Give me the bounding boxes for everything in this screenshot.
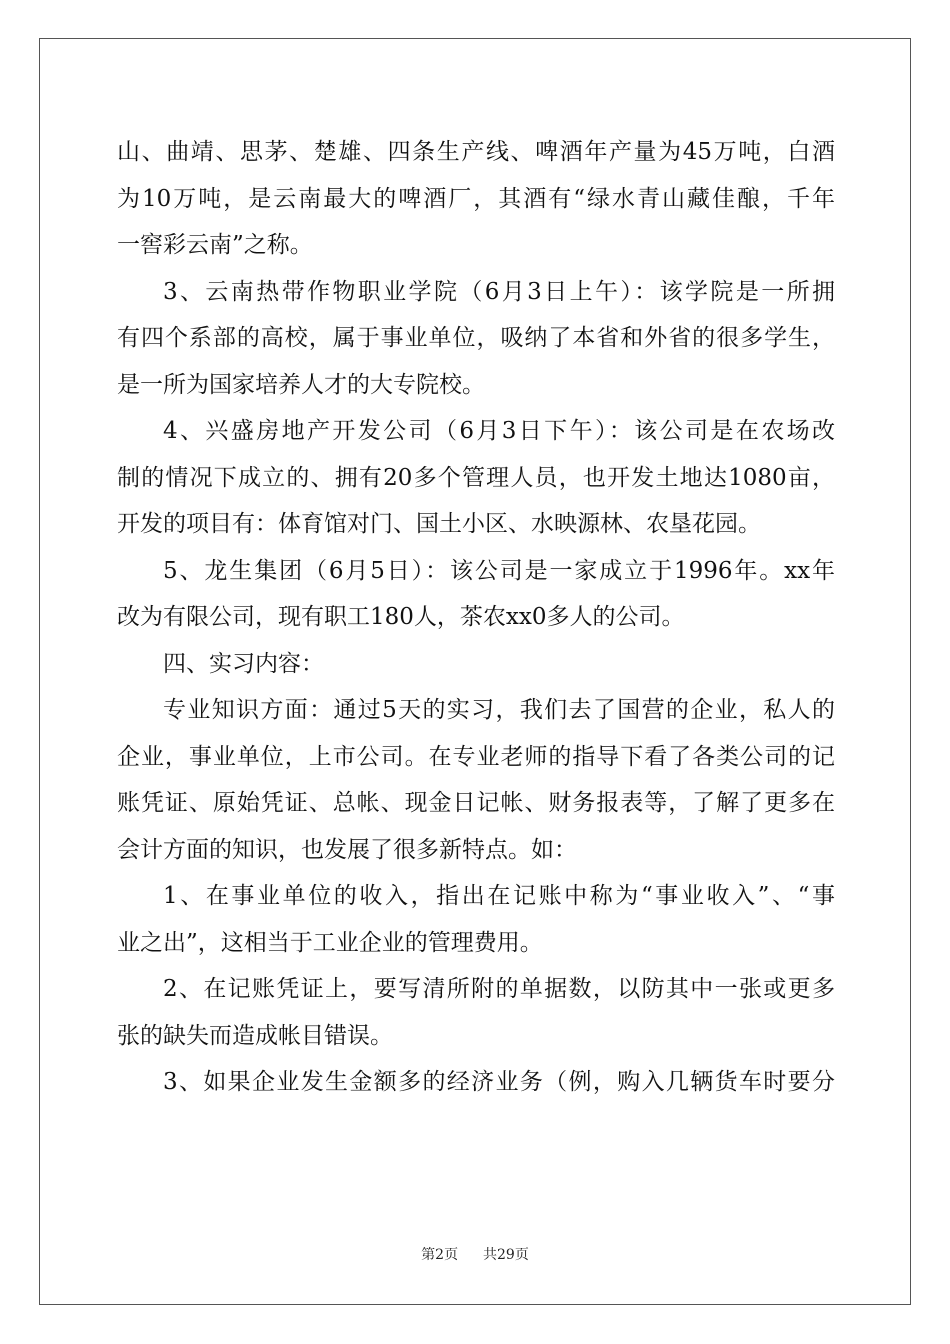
- text-line: 有四个系部的高校，属于事业单位，吸纳了本省和外省的很多学生，: [117, 325, 835, 351]
- document-body: [117, 129, 835, 1106]
- text-block: [117, 129, 835, 1106]
- text-line: 一窖彩云南”之称。: [117, 232, 313, 258]
- text-line: 为10万吨，是云南最大的啤酒厂，其酒有“绿水青山藏佳酿，千年: [117, 185, 835, 212]
- text-line: 5、龙生集团（6月5日）：该公司是一家成立于1996年。xx年: [163, 557, 835, 584]
- text-line: 制的情况下成立的、拥有20多个管理人员，也开发土地达1080亩，: [117, 464, 835, 491]
- text-line: 会计方面的知识，也发展了很多新特点。如：: [117, 836, 577, 863]
- text-line: 开发的项目有：体育馆对门、国土小区、水映源林、农垦花园。: [117, 511, 761, 537]
- text-line: 3、如果企业发生金额多的经济业务（例，购入几辆货车时要分: [163, 1069, 835, 1095]
- text-line: 山、曲靖、思茅、楚雄、四条生产线、啤酒年产量为45万吨，白酒: [117, 139, 835, 165]
- text-line: 4、兴盛房地产开发公司（6月3日下午）：该公司是在农场改: [163, 418, 835, 444]
- text-line: 1、在事业单位的收入，指出在记账中称为“事业收入”、“事: [163, 883, 835, 909]
- page-total: 共29页: [483, 1247, 529, 1263]
- text-line: 改为有限公司，现有职工180人，茶农xx0多人的公司。: [117, 604, 685, 630]
- page-footer: [0, 1244, 950, 1264]
- text-line: 3、云南热带作物职业学院（6月3日上午）：该学院是一所拥: [163, 278, 835, 305]
- text-line: 张的缺失而造成帐目错误。: [117, 1022, 393, 1049]
- text-line: 企业，事业单位，上市公司。在专业老师的指导下看了各类公司的记: [117, 743, 835, 770]
- section-heading: 四、实习内容：: [163, 650, 324, 677]
- text-line: 业之出”，这相当于工业企业的管理费用。: [117, 929, 543, 956]
- text-line: 2、在记账凭证上，要写清所附的单据数，以防其中一张或更多: [163, 976, 835, 1002]
- text-line: 专业知识方面：通过5天的实习，我们去了国营的企业，私人的: [163, 697, 835, 723]
- text-line: 账凭证、原始凭证、总帐、现金日记帐、财务报表等，了解了更多在: [117, 790, 835, 816]
- page-number: 第2页: [421, 1247, 459, 1263]
- text-line: 是一所为国家培养人才的大专院校。: [117, 371, 485, 398]
